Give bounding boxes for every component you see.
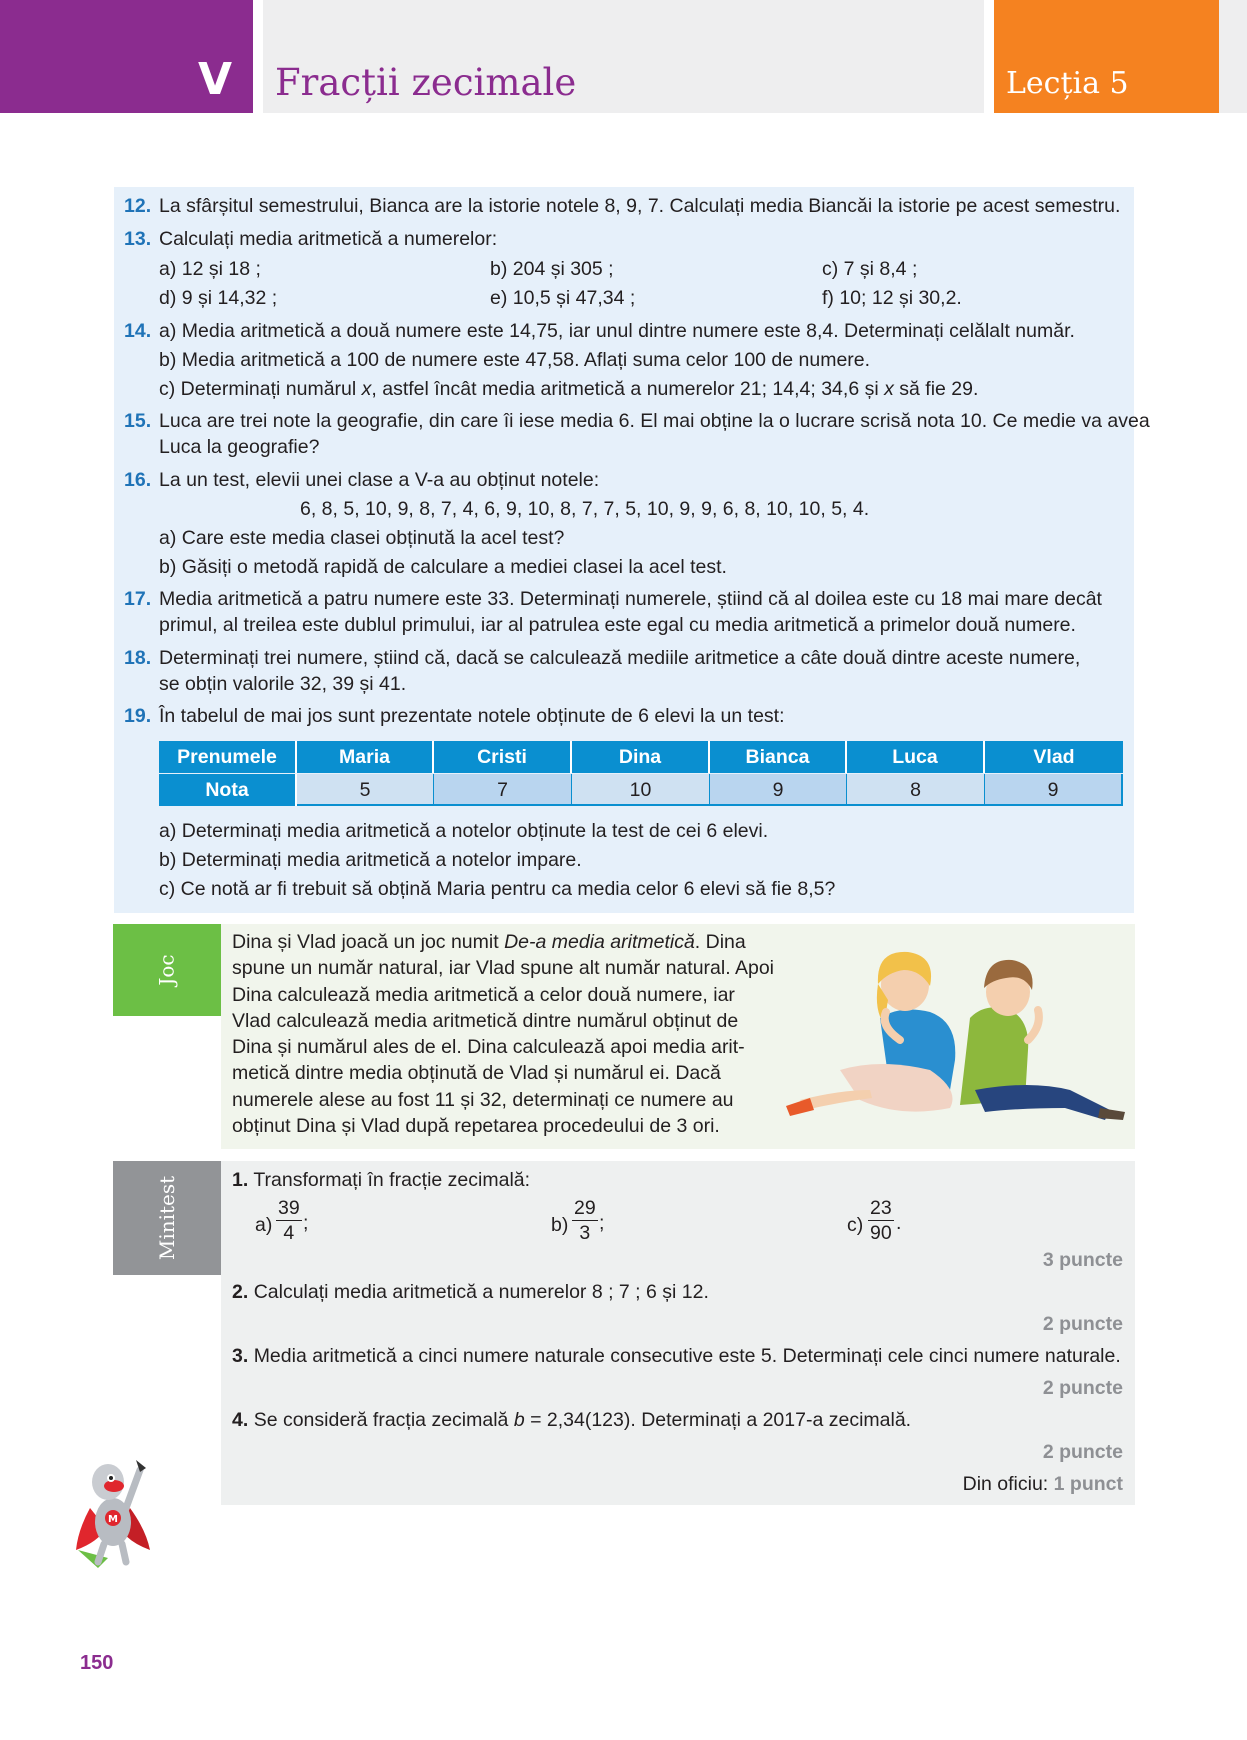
- table-header-cell: Maria: [297, 741, 434, 773]
- question-number: 1.: [232, 1169, 249, 1191]
- joc-label-text: Joc: [154, 954, 179, 986]
- fraction-c: [868, 1196, 894, 1245]
- chapter-number: V: [198, 54, 233, 105]
- exercise-13-a: a) 12 și 18 ;: [159, 258, 261, 280]
- variable-b: b: [513, 1409, 525, 1431]
- lesson-label: Lecția 5: [1006, 66, 1129, 101]
- table-header-cell: Vlad: [985, 741, 1123, 773]
- denominator: 3: [579, 1222, 591, 1244]
- exercise-19-c: c) Ce notă ar fi trebuit să obțină Maria pentru ca media celor 6 elevi să fie 8,5?: [159, 878, 836, 900]
- table-cell: 8: [847, 774, 985, 806]
- minitest-label-text: Minitest: [154, 1175, 179, 1261]
- punctuation: ;: [599, 1212, 605, 1234]
- question-text: Transformați în fracție zecimală:: [253, 1169, 531, 1191]
- exercise-18-line1: Determinați trei numere, știind că, dacă se calculează mediile aritmetice a câte două dintre aceste numere,: [159, 647, 1081, 669]
- exercise-13-b: b) 204 și 305 ;: [490, 258, 614, 280]
- question-text: Calculați media aritmetică a numerelor 8 ; 7 ; 6 și 12.: [253, 1281, 709, 1303]
- exercise-13-text: Calculați media aritmetică a numerelor:: [159, 228, 498, 250]
- exercise-13-d: d) 9 și 14,32 ;: [159, 287, 278, 309]
- joc-line: obținut Dina și Vlad după repetarea procedeului de 3 ori.: [232, 1115, 720, 1137]
- points-label: 2 puncte: [1042, 1377, 1123, 1399]
- exercise-16-text: La un test, elevii unei clase a V-a au obținut notele:: [159, 469, 600, 491]
- table-cell: 10: [572, 774, 710, 806]
- exercise-number: 17.: [124, 588, 152, 610]
- punctuation: ;: [303, 1212, 309, 1234]
- table-header-cell: Luca: [847, 741, 985, 773]
- variable-x: x: [361, 378, 372, 400]
- exercise-14-b: b) Media aritmetică a 100 de numere este 47,58. Aflați suma celor 100 de numere.: [159, 349, 871, 371]
- fraction-b: [572, 1196, 598, 1245]
- page-number: 150: [80, 1652, 114, 1674]
- exercise-14-c: [159, 376, 978, 402]
- joc-line: numerele alese au fost 11 și 32, determinați ce numere au: [232, 1089, 734, 1111]
- question-number: 3.: [232, 1345, 249, 1367]
- exercise-16-grades: 6, 8, 5, 10, 9, 8, 7, 4, 6, 9, 10, 8, 7, 7, 5, 10, 9, 9, 6, 8, 10, 10, 5, 4.: [300, 498, 870, 520]
- exercise-19-b: b) Determinați media aritmetică a notelor impare.: [159, 849, 582, 871]
- numerator: 23: [870, 1197, 892, 1219]
- exercise-17-line1: Media aritmetică a patru numere este 33. Determinați numerele, știind că al doilea este cu 18 mai mare decât: [159, 588, 1102, 610]
- exercise-12-text: La sfârșitul semestrului, Bianca are la istorie notele 8, 9, 7. Calculați media Biancăi la istorie pe acest semestru.: [159, 195, 1121, 217]
- exercise-15-line2: Luca la geografie?: [159, 436, 320, 458]
- denominator: 4: [283, 1222, 295, 1244]
- fraction-a-label: a): [255, 1214, 273, 1236]
- joc-line: metică dintre media obținută de Vlad și numărul ei. Dacă: [232, 1062, 721, 1084]
- exercise-13-f: f) 10; 12 și 30,2.: [822, 287, 962, 309]
- table-header-cell: Bianca: [710, 741, 847, 773]
- exercise-14-c-mid: , astfel încât media aritmetică a numerelor 21; 14,4; 34,6 și: [371, 378, 885, 400]
- table-header-cell: Prenumele: [159, 741, 297, 773]
- minitest-label: [113, 1161, 221, 1275]
- chapter-title: Fracții zecimale: [275, 61, 577, 104]
- minitest-q3: [232, 1343, 1121, 1369]
- variable-x: x: [884, 378, 894, 400]
- table-cell: 5: [297, 774, 434, 806]
- svg-text:M: M: [108, 1514, 118, 1525]
- mascot-icon: [68, 1450, 158, 1570]
- exercise-18-line2: se obțin valorile 32, 39 și 41.: [159, 673, 407, 695]
- exercise-16-b: b) Găsiți o metodă rapidă de calculare a mediei clasei la acel test.: [159, 556, 727, 578]
- fraction-a: [276, 1196, 302, 1245]
- exercise-14-c-post: să fie 29.: [893, 378, 979, 400]
- table-cell: 9: [710, 774, 847, 806]
- question-text: Media aritmetică a cinci numere naturale consecutive este 5. Determinați cele cinci numere naturale.: [253, 1345, 1121, 1367]
- table-header-cell: Cristi: [434, 741, 572, 773]
- exercise-14-a: a) Media aritmetică a două numere este 14,75, iar unul dintre numere este 8,4. Determinați celălalt număr.: [159, 320, 1075, 342]
- exercise-19-a: a) Determinați media aritmetică a notelor obținute la test de cei 6 elevi.: [159, 820, 769, 842]
- joc-line: Vlad calculează media aritmetică dintre numărul obținut de: [232, 1010, 739, 1032]
- oficiu-label: Din oficiu:: [962, 1473, 1054, 1495]
- table-cell: 9: [985, 774, 1123, 806]
- exercise-number: 12.: [124, 195, 152, 217]
- punctuation: .: [896, 1212, 902, 1234]
- joc-line: Dina și numărul ales de el. Dina calculează apoi media arit-: [232, 1036, 745, 1058]
- question-number: 4.: [232, 1409, 249, 1431]
- header-edge: [1219, 0, 1247, 113]
- question-text-post: = 2,34(123). Determinați a 2017-a zecimală.: [524, 1409, 912, 1431]
- exercise-number: 14.: [124, 320, 152, 342]
- exercise-number: 18.: [124, 647, 152, 669]
- points-label: 2 puncte: [1042, 1441, 1123, 1463]
- numerator: 39: [278, 1197, 300, 1219]
- minitest-panel: [221, 1161, 1135, 1505]
- exercise-number: 19.: [124, 705, 152, 727]
- oficiu-points: 1 punct: [1053, 1473, 1123, 1495]
- minitest-q2: [232, 1279, 709, 1305]
- points-label: 2 puncte: [1042, 1313, 1123, 1335]
- joc-line: [232, 929, 746, 955]
- joc-line-1-post: . Dina: [694, 931, 746, 953]
- joc-label: [113, 924, 221, 1016]
- oficiu-line: [963, 1471, 1123, 1497]
- exercise-13-c: c) 7 și 8,4 ;: [822, 258, 918, 280]
- question-number: 2.: [232, 1281, 249, 1303]
- exercise-number: 16.: [124, 469, 152, 491]
- numerator: 29: [574, 1197, 596, 1219]
- fraction-b-label: b): [551, 1214, 569, 1236]
- joc-line: Dina calculează media aritmetică a celor două numere, iar: [232, 984, 735, 1006]
- table-cell: 7: [434, 774, 572, 806]
- joc-line-1-pre: Dina și Vlad joacă un joc numit: [232, 931, 505, 953]
- exercise-13-e: e) 10,5 și 47,34 ;: [490, 287, 636, 309]
- exercise-number: 13.: [124, 228, 152, 250]
- joc-line: spune un număr natural, iar Vlad spune alt număr natural. Apoi: [232, 957, 775, 979]
- minitest-q4: [232, 1407, 911, 1433]
- table-header-cell: Dina: [572, 741, 710, 773]
- question-text-pre: Se consideră fracția zecimală: [253, 1409, 514, 1431]
- exercise-17-line2: primul, al treilea este dublul primului, iar al patrulea este egal cu media aritmetică a primelor două numere.: [159, 614, 1076, 636]
- fraction-c-label: c): [847, 1214, 864, 1236]
- exercise-19-text: În tabelul de mai jos sunt prezentate notele obținute de 6 elevi la un test:: [159, 705, 785, 727]
- points-label: 3 puncte: [1042, 1249, 1123, 1271]
- exercise-16-a: a) Care este media clasei obținută la acel test?: [159, 527, 565, 549]
- minitest-q1: [232, 1167, 530, 1193]
- game-name: De-a media aritmetică: [504, 931, 695, 953]
- exercise-number: 15.: [124, 410, 152, 432]
- exercise-14-c-pre: c) Determinați numărul: [159, 378, 362, 400]
- table-row-header: Nota: [159, 774, 297, 806]
- kids-illustration: [780, 940, 1125, 1130]
- denominator: 90: [870, 1222, 892, 1244]
- exercise-15-line1: Luca are trei note la geografie, din care îi iese media 6. El mai obține la o lucrare scrisă nota 10. Ce medie va avea: [159, 410, 1150, 432]
